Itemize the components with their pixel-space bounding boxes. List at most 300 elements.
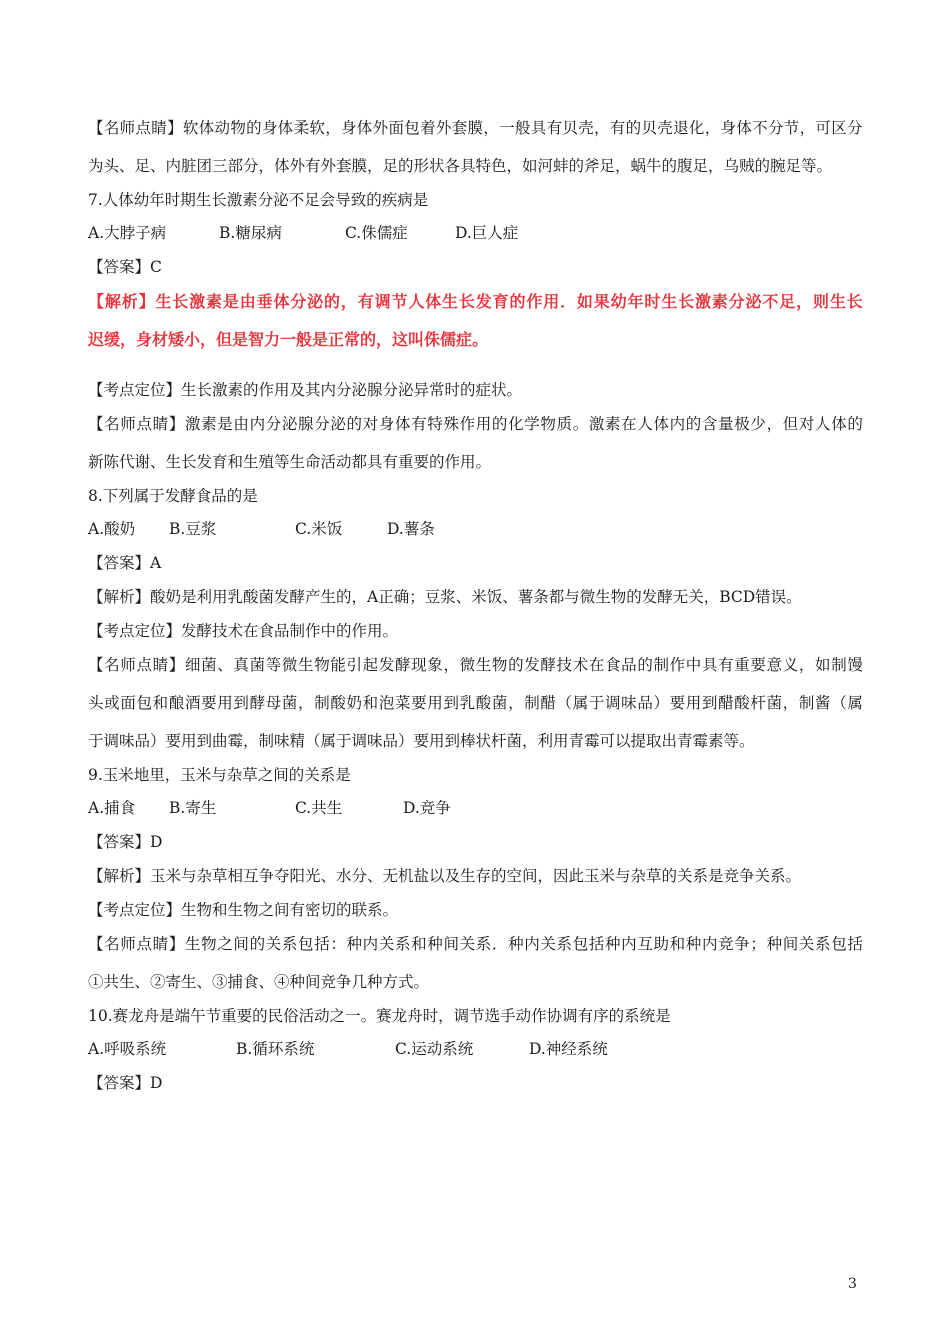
- text-glyph: 极: [734, 415, 750, 433]
- text-glyph: 睛: [151, 119, 167, 137]
- text-glyph: 技: [556, 656, 573, 674]
- text-glyph: 对: [362, 415, 379, 433]
- text-glyph: 时: [644, 292, 661, 311]
- text-glyph: ．: [491, 935, 508, 953]
- text-glyph: 由: [239, 292, 256, 311]
- answer-8: 【答案】A: [88, 554, 162, 572]
- text-glyph: 术: [572, 656, 589, 674]
- text-glyph: ，: [782, 694, 799, 712]
- text-glyph: 乳: [459, 694, 476, 712]
- text-glyph: 内: [669, 415, 686, 433]
- text-glyph: 如: [576, 292, 593, 311]
- text-glyph: 系: [815, 935, 831, 953]
- text-glyph: 素: [206, 292, 223, 311]
- text-glyph: 学: [524, 415, 540, 433]
- text-glyph: 内: [524, 935, 540, 953]
- text-glyph: 有: [357, 292, 374, 311]
- text-glyph: 关: [265, 935, 282, 953]
- text-glyph: 制: [831, 656, 847, 674]
- text-glyph: 菌: [766, 694, 783, 712]
- text-glyph: 着: [420, 119, 436, 137]
- text-glyph: 头: [88, 694, 104, 712]
- text-glyph: 间: [782, 935, 799, 953]
- text-glyph: 激: [189, 292, 206, 311]
- text-glyph: 系: [556, 935, 573, 953]
- options-q9: [88, 798, 451, 818]
- text-glyph: 特: [427, 415, 443, 433]
- text-glyph: 激: [694, 292, 711, 311]
- text-glyph: 泌: [745, 292, 762, 311]
- text-glyph: 、: [217, 656, 233, 674]
- text-glyph: 菜: [394, 694, 411, 712]
- text-glyph: 包: [831, 935, 847, 953]
- text-glyph: 激: [588, 415, 605, 433]
- text-glyph: 动: [214, 119, 231, 137]
- text-glyph: ，: [766, 415, 783, 433]
- text-glyph: 真: [233, 656, 249, 674]
- text-glyph: 发: [524, 656, 540, 674]
- text-glyph: 内: [362, 935, 379, 953]
- text-glyph: 用: [427, 694, 443, 712]
- text-glyph: 【: [88, 415, 104, 433]
- text-glyph: 体: [394, 415, 411, 433]
- text-glyph: 体: [425, 292, 442, 311]
- text-glyph: 【: [88, 935, 104, 953]
- text-glyph: 体: [277, 119, 294, 137]
- text-glyph: 是: [222, 292, 239, 311]
- text-glyph: 一: [499, 119, 515, 137]
- text-glyph: 内: [621, 935, 637, 953]
- text-glyph: 发: [475, 292, 492, 311]
- text-glyph: 则: [812, 292, 829, 311]
- text-glyph: 调: [605, 694, 621, 712]
- text-glyph: ，: [340, 292, 357, 311]
- analysis-8: 【解析】酸奶是利用乳酸菌发酵产生的，A正确；豆浆、米饭、薯条都与微生物的发酵无关，BCD错误。: [88, 588, 802, 606]
- analysis-7-line1: [88, 292, 863, 312]
- option-q9-b: B.寄生: [169, 799, 217, 817]
- text-glyph: 名: [104, 656, 120, 674]
- text-glyph: 菌: [201, 656, 217, 674]
- text-glyph: 物: [540, 415, 556, 433]
- text-glyph: 种: [605, 935, 621, 953]
- text-glyph: 和: [669, 935, 686, 953]
- text-glyph: 外: [372, 119, 389, 137]
- text-glyph: 物: [201, 935, 217, 953]
- text-glyph: 有: [718, 656, 734, 674]
- text-glyph: 奶: [346, 694, 363, 712]
- text-glyph: 要: [669, 694, 686, 712]
- text-glyph: 点: [136, 935, 152, 953]
- text-glyph: 作: [669, 656, 686, 674]
- text-glyph: 体: [653, 415, 669, 433]
- text-glyph: 属: [847, 694, 863, 712]
- options-q7: [88, 223, 518, 243]
- question-8: 8.下列属于发酵食品的是: [88, 487, 258, 505]
- text-glyph: 【: [88, 292, 105, 311]
- text-glyph: 调: [374, 292, 391, 311]
- text-glyph: 面: [388, 119, 404, 137]
- text-glyph: 和: [362, 694, 379, 712]
- teacher-tip-9-line2: ①共生、②寄生、③捕食、④种间竞争几种方式。: [88, 973, 430, 991]
- text-glyph: 能: [330, 656, 346, 674]
- text-glyph: 或: [104, 694, 120, 712]
- text-glyph: ：: [330, 935, 346, 953]
- text-glyph: 系: [394, 935, 411, 953]
- text-glyph: 可: [815, 119, 831, 137]
- text-glyph: 到: [443, 694, 459, 712]
- text-glyph: 中: [685, 656, 702, 674]
- text-glyph: 是: [217, 415, 233, 433]
- text-glyph: 素: [201, 415, 217, 433]
- text-glyph: 互: [637, 935, 653, 953]
- text-glyph: 的: [346, 415, 363, 433]
- text-glyph: 退: [673, 119, 689, 137]
- text-glyph: ，: [704, 119, 721, 137]
- text-glyph: 重: [734, 656, 750, 674]
- option-q7-a: A.大脖子病: [88, 224, 167, 242]
- teacher-tip-8-line1: [88, 655, 863, 675]
- option-q9-a: A.捕食: [88, 799, 136, 817]
- text-glyph: 内: [249, 415, 266, 433]
- text-glyph: ，: [594, 119, 610, 137]
- text-glyph: 制: [798, 694, 815, 712]
- text-glyph: 泡: [378, 694, 395, 712]
- question-9: 9.玉米地里，玉米与杂草之间的关系是: [88, 766, 351, 784]
- text-glyph: 酸: [330, 694, 346, 712]
- text-glyph: 生: [829, 292, 846, 311]
- text-glyph: 泌: [307, 292, 324, 311]
- text-glyph: 间: [443, 935, 459, 953]
- text-glyph: 用: [543, 292, 560, 311]
- text-glyph: 到: [701, 694, 718, 712]
- text-glyph: 体: [273, 292, 290, 311]
- text-glyph: 关: [378, 935, 395, 953]
- text-glyph: 物: [314, 656, 330, 674]
- text-glyph: 分: [314, 415, 330, 433]
- text-glyph: 生: [661, 292, 678, 311]
- text-glyph: 引: [346, 656, 363, 674]
- text-glyph: ，: [508, 694, 524, 712]
- option-q7-d: D.巨人症: [455, 224, 519, 242]
- text-glyph: 的: [625, 119, 642, 137]
- text-glyph: 间: [233, 935, 249, 953]
- text-glyph: 】: [168, 935, 185, 953]
- option-q9-c: C.共生: [295, 799, 343, 817]
- text-glyph: 和: [152, 694, 169, 712]
- text-glyph: 节: [391, 292, 408, 311]
- text-glyph: 竞: [718, 935, 734, 953]
- text-glyph: 杆: [750, 694, 766, 712]
- answer-10: 【答案】D: [88, 1074, 163, 1092]
- text-glyph: 幼: [610, 292, 627, 311]
- text-glyph: 包: [298, 935, 314, 953]
- text-glyph: 】: [138, 292, 155, 311]
- text-glyph: 软: [309, 119, 325, 137]
- text-glyph: 不: [752, 119, 768, 137]
- text-glyph: ，: [798, 656, 815, 674]
- text-glyph: 般: [514, 119, 531, 137]
- text-glyph: 年: [627, 292, 644, 311]
- option-q9-d: D.竞争: [403, 799, 451, 817]
- text-glyph: 起: [362, 656, 379, 674]
- text-glyph: ，: [298, 694, 314, 712]
- page-number: 3: [848, 1276, 857, 1292]
- text-glyph: 作: [459, 415, 476, 433]
- text-glyph: 等: [265, 656, 282, 674]
- text-glyph: 用: [217, 694, 233, 712]
- text-glyph: 】: [168, 656, 185, 674]
- text-glyph: 体: [736, 119, 752, 137]
- text-glyph: 泌: [330, 415, 346, 433]
- text-glyph: 酵: [394, 656, 411, 674]
- text-glyph: 套: [451, 119, 468, 137]
- text-glyph: 酸: [734, 694, 750, 712]
- text-glyph: 名: [103, 119, 120, 137]
- text-glyph: 有: [411, 415, 427, 433]
- answer-7: 【答案】C: [88, 258, 162, 276]
- text-glyph: ，: [325, 119, 341, 137]
- text-glyph: 点: [136, 415, 152, 433]
- option-q10-d: D.神经系统: [529, 1040, 608, 1058]
- text-glyph: 括: [314, 935, 330, 953]
- text-glyph: 。: [572, 415, 589, 433]
- text-glyph: 不: [762, 292, 779, 311]
- text-glyph: 睛: [152, 935, 169, 953]
- teacher-tip-7-line2: 新陈代谢、生长发育和生殖等生命活动都具有重要的作用。: [88, 453, 492, 471]
- text-glyph: 菌: [249, 656, 266, 674]
- text-glyph: 区: [831, 119, 847, 137]
- text-glyph: 酵: [249, 694, 266, 712]
- text-glyph: 生: [298, 656, 314, 674]
- text-glyph: （: [831, 694, 847, 712]
- text-glyph: 解: [104, 292, 121, 311]
- analysis-7-line2: 迟缓，身材矮小，但是智力一般是正常的，这叫侏儒症。: [88, 330, 489, 349]
- text-glyph: 分: [847, 119, 863, 137]
- text-glyph: 殊: [443, 415, 459, 433]
- text-glyph: 品: [621, 656, 637, 674]
- text-glyph: 的: [847, 415, 863, 433]
- text-glyph: 长: [172, 292, 189, 311]
- text-glyph: 膜: [467, 119, 484, 137]
- text-glyph: 激: [184, 415, 201, 433]
- text-glyph: 微: [281, 656, 298, 674]
- text-glyph: 名: [104, 415, 120, 433]
- text-glyph: 括: [588, 935, 605, 953]
- text-glyph: 于: [588, 694, 605, 712]
- text-glyph: （: [556, 694, 573, 712]
- text-glyph: 的: [249, 935, 266, 953]
- text-glyph: 象: [427, 656, 443, 674]
- text-glyph: 师: [120, 935, 136, 953]
- text-glyph: 生: [184, 935, 201, 953]
- text-glyph: 析: [121, 292, 138, 311]
- text-glyph: 种: [685, 935, 702, 953]
- text-glyph: 意: [766, 656, 783, 674]
- text-glyph: 要: [750, 656, 766, 674]
- text-glyph: 有: [609, 119, 626, 137]
- text-glyph: 长: [846, 292, 863, 311]
- text-glyph: 种: [427, 935, 443, 953]
- option-q8-b: B.豆浆: [169, 520, 217, 538]
- text-glyph: 生: [155, 292, 172, 311]
- text-glyph: 食: [605, 656, 621, 674]
- text-glyph: 量: [718, 415, 734, 433]
- text-glyph: 化: [508, 415, 524, 433]
- text-glyph: 素: [711, 292, 728, 311]
- text-glyph: 长: [678, 292, 695, 311]
- text-glyph: 少: [750, 415, 766, 433]
- text-glyph: 垂: [256, 292, 273, 311]
- text-glyph: 物: [230, 119, 246, 137]
- text-glyph: 用: [685, 694, 702, 712]
- text-glyph: 包: [572, 935, 589, 953]
- text-glyph: 和: [411, 935, 427, 953]
- text-glyph: 点: [136, 656, 152, 674]
- text-glyph: 人: [815, 415, 831, 433]
- text-glyph: 的: [246, 119, 262, 137]
- option-q8-d: D.薯条: [387, 520, 435, 538]
- text-glyph: 义: [782, 656, 799, 674]
- text-glyph: 的: [508, 656, 524, 674]
- text-glyph: 生: [475, 656, 492, 674]
- text-glyph: 要: [201, 694, 217, 712]
- text-glyph: 人: [637, 415, 653, 433]
- text-glyph: 在: [588, 656, 605, 674]
- text-glyph: 壳: [578, 119, 594, 137]
- text-glyph: 师: [120, 415, 136, 433]
- text-glyph: 【: [88, 656, 104, 674]
- text-glyph: 体: [831, 415, 847, 433]
- analysis-9: 【解析】玉米与杂草相互争夺阳光、水分、无机盐以及生存的空间，因此玉米与杂草的关系是竞争关系。: [88, 867, 802, 885]
- text-glyph: 身: [341, 119, 357, 137]
- text-glyph: 制: [524, 694, 540, 712]
- teacher-tip-8-line2: [88, 693, 863, 713]
- text-glyph: 素: [605, 415, 621, 433]
- text-glyph: 醋: [540, 694, 556, 712]
- text-glyph: 果: [593, 292, 610, 311]
- text-glyph: 关: [540, 935, 556, 953]
- option-q8-a: A.酸奶: [88, 520, 136, 538]
- text-glyph: 对: [798, 415, 815, 433]
- text-glyph: 【: [88, 119, 104, 137]
- text-glyph: 名: [104, 935, 120, 953]
- text-glyph: 体: [198, 119, 215, 137]
- text-glyph: 】: [167, 119, 183, 137]
- text-glyph: 的: [509, 292, 526, 311]
- text-glyph: 睛: [152, 656, 169, 674]
- text-glyph: 腺: [298, 415, 314, 433]
- answer-9: 【答案】D: [88, 833, 163, 851]
- text-glyph: 包: [404, 119, 420, 137]
- text-glyph: 软: [182, 119, 199, 137]
- text-glyph: 在: [621, 415, 637, 433]
- text-glyph: 发: [378, 656, 395, 674]
- text-glyph: ）: [653, 694, 669, 712]
- text-glyph: 人: [408, 292, 425, 311]
- text-glyph: 种: [508, 935, 524, 953]
- text-glyph: 长: [458, 292, 475, 311]
- options-q8: [88, 519, 435, 539]
- text-glyph: 的: [637, 656, 653, 674]
- text-glyph: 具: [530, 119, 547, 137]
- exam-point-8: 【考点定位】发酵技术在食品制作中的作用。: [88, 622, 399, 640]
- text-glyph: 馒: [847, 656, 863, 674]
- text-glyph: 物: [491, 656, 508, 674]
- text-glyph: 品: [637, 694, 653, 712]
- text-glyph: ；: [750, 935, 766, 953]
- text-glyph: 贝: [641, 119, 657, 137]
- text-glyph: 分: [767, 119, 784, 137]
- text-glyph: 师: [119, 119, 136, 137]
- teacher-tip-9-line1: [88, 934, 863, 954]
- option-q10-b: B.循环系统: [236, 1040, 315, 1058]
- text-glyph: ，: [443, 656, 459, 674]
- text-glyph: 制: [314, 694, 330, 712]
- text-glyph: 争: [734, 935, 750, 953]
- paragraph-b1: [88, 118, 863, 138]
- options-q10: [88, 1039, 608, 1059]
- text-glyph: 酒: [184, 694, 201, 712]
- option-q8-c: C.米饭: [295, 520, 343, 538]
- text-glyph: 壳: [657, 119, 673, 137]
- text-glyph: 到: [233, 694, 249, 712]
- text-glyph: 醋: [718, 694, 734, 712]
- text-glyph: 菌: [281, 694, 298, 712]
- option-q10-a: A.呼吸系统: [88, 1040, 167, 1058]
- text-glyph: 系: [475, 935, 492, 953]
- text-glyph: 体: [356, 119, 373, 137]
- text-glyph: 育: [492, 292, 509, 311]
- question-10: 10.赛龙舟是端午节重要的民俗活动之一。赛龙舟时，调节选手动作协调有序的系统是: [88, 1007, 671, 1025]
- text-glyph: 贝: [562, 119, 578, 137]
- text-glyph: 泌: [281, 415, 298, 433]
- exam-point-7: 【考点定位】生长激素的作用及其内分泌腺分泌异常时的症状。: [88, 381, 523, 399]
- text-glyph: 】: [168, 415, 185, 433]
- teacher-tip-7-line1: [88, 414, 863, 434]
- text-glyph: 味: [621, 694, 637, 712]
- text-glyph: 内: [701, 935, 718, 953]
- text-glyph: 作: [526, 292, 543, 311]
- text-glyph: 足: [779, 292, 796, 311]
- text-glyph: 细: [184, 656, 201, 674]
- text-glyph: 由: [233, 415, 249, 433]
- text-glyph: ，: [799, 119, 816, 137]
- text-glyph: 含: [701, 415, 718, 433]
- text-glyph: 点: [135, 119, 151, 137]
- text-glyph: 要: [411, 694, 427, 712]
- text-glyph: 分: [728, 292, 745, 311]
- text-glyph: 的: [491, 415, 508, 433]
- text-glyph: 母: [265, 694, 282, 712]
- text-glyph: 包: [136, 694, 152, 712]
- text-glyph: 质: [556, 415, 573, 433]
- text-glyph: 师: [120, 656, 136, 674]
- text-glyph: 有: [546, 119, 563, 137]
- option-q7-b: B.糖尿病: [219, 224, 282, 242]
- text-glyph: 如: [815, 656, 831, 674]
- text-glyph: ，: [796, 292, 813, 311]
- text-glyph: 酱: [815, 694, 831, 712]
- text-glyph: 身: [378, 415, 395, 433]
- text-glyph: 酿: [168, 694, 185, 712]
- text-glyph: 具: [701, 656, 718, 674]
- text-glyph: 之: [217, 935, 233, 953]
- text-glyph: 括: [847, 935, 863, 953]
- text-glyph: 的: [324, 292, 341, 311]
- text-glyph: 节: [783, 119, 800, 137]
- text-glyph: 外: [435, 119, 452, 137]
- text-glyph: 现: [411, 656, 427, 674]
